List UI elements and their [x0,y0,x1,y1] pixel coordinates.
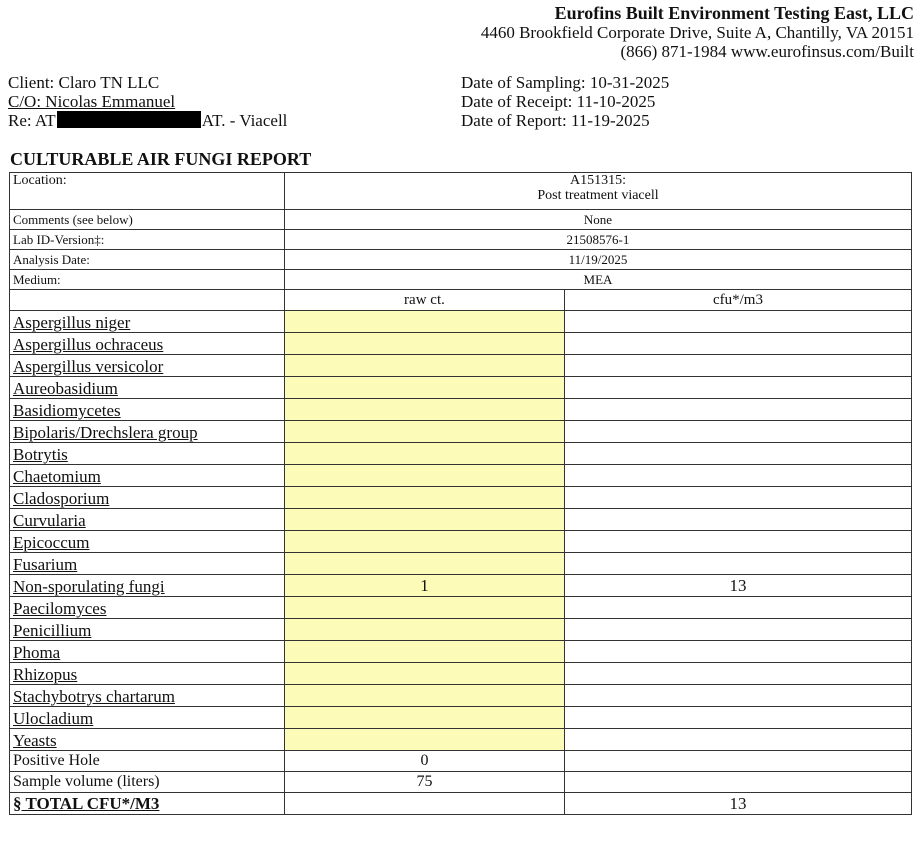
species-cfu [564,685,911,707]
location-id: A151315: [569,173,626,188]
client-line: Client: Claro TN LLC [8,73,160,92]
species-raw-count [284,685,564,707]
positive-hole-label: Positive Hole [10,751,285,772]
date-of-receipt: Date of Receipt: 11-10-2025 [461,92,656,111]
total-row [10,793,912,815]
redaction-bar [57,111,201,128]
species-cfu [564,311,911,333]
species-raw-count [284,355,564,377]
care-of-line: C/O: Nicolas Emmanuel [8,92,176,111]
species-row [10,685,912,707]
lab-address: 4460 Brookfield Corporate Drive, Suite A, Chantilly, VA 20151 [480,23,914,42]
species-cfu [564,465,911,487]
species-raw-count [284,399,564,421]
species-cfu [564,355,911,377]
location-description: Post treatment viacell [537,188,659,203]
report-title: CULTURABLE AIR FUNGI REPORT [10,149,312,169]
species-name: Bipolaris/Drechslera group [10,421,285,443]
medium-row [10,270,912,290]
positive-hole-raw: 0 [284,751,564,772]
positive-hole-row [10,751,912,772]
total-cfu: 13 [564,793,911,815]
species-name: Fusarium [10,553,285,575]
species-raw-count [284,509,564,531]
location-row [10,173,912,210]
lab-contact: (866) 871-1984 www.eurofinsus.com/Built [620,42,914,61]
comments-value: None [284,210,911,230]
species-raw-count [284,619,564,641]
species-name: Aspergillus niger [10,311,285,333]
species-row [10,377,912,399]
species-raw-count [284,531,564,553]
species-row [10,575,912,597]
species-raw-count [284,641,564,663]
species-row [10,509,912,531]
species-row [10,465,912,487]
species-raw-count [284,487,564,509]
species-cfu [564,531,911,553]
location-label: Location: [10,173,285,210]
species-raw-count [284,443,564,465]
species-name: Phoma [10,641,285,663]
species-row [10,707,912,729]
species-name: Rhizopus [10,663,285,685]
date-info [461,73,669,130]
sample-volume-label: Sample volume (liters) [10,772,285,793]
lab-id-label: Lab ID-Version‡: [10,230,285,250]
lab-company-name: Eurofins Built Environment Testing East, LLC [554,3,914,23]
species-name: Ulocladium [10,707,285,729]
date-of-sampling: Date of Sampling: 10-31-2025 [461,73,670,92]
medium-value: MEA [284,270,911,290]
species-cfu [564,641,911,663]
species-cfu [564,443,911,465]
analysis-date-value: 11/19/2025 [284,250,911,270]
species-name: Aspergillus versicolor [10,355,285,377]
species-row [10,487,912,509]
total-label: § TOTAL CFU*/M3 [10,793,285,815]
re-line [8,111,287,130]
column-header-cfu: cfu*/m3 [564,290,911,311]
species-name: Curvularia [10,509,285,531]
species-raw-count [284,663,564,685]
species-name: Penicillium [10,619,285,641]
species-cfu [564,597,911,619]
date-of-report: Date of Report: 11-19-2025 [461,111,650,130]
species-cfu [564,663,911,685]
species-raw-count [284,707,564,729]
species-row [10,333,912,355]
species-raw-count [284,421,564,443]
species-name: Epicoccum [10,531,285,553]
species-raw-count [284,597,564,619]
species-raw-count [284,311,564,333]
species-name: Stachybotrys chartarum [10,685,285,707]
species-row [10,729,912,751]
comments-row [10,210,912,230]
column-header-blank [10,290,285,311]
sample-volume-row [10,772,912,793]
column-header-row [10,290,912,311]
species-row [10,597,912,619]
comments-label: Comments (see below) [10,210,285,230]
species-cfu [564,333,911,355]
species-raw-count [284,333,564,355]
re-prefix: Re: AT [8,111,56,130]
species-cfu [564,553,911,575]
species-row [10,663,912,685]
analysis-date-label: Analysis Date: [10,250,285,270]
species-raw-count: 1 [284,575,564,597]
species-name: Non-sporulating fungi [10,575,285,597]
location-value [284,173,911,210]
species-cfu [564,377,911,399]
species-name: Basidiomycetes [10,399,285,421]
lab-id-value: 21508576-1 [284,230,911,250]
positive-hole-cfu [564,751,911,772]
species-cfu [564,509,911,531]
species-cfu [564,421,911,443]
species-raw-count [284,553,564,575]
species-row [10,531,912,553]
species-name: Botrytis [10,443,285,465]
species-row [10,355,912,377]
species-cfu [564,729,911,751]
sample-volume-cfu [564,772,911,793]
species-rows [10,311,912,751]
species-name: Aspergillus ochraceus [10,333,285,355]
species-name: Aureobasidium [10,377,285,399]
re-suffix: AT. - Viacell [201,111,288,130]
species-raw-count [284,377,564,399]
species-name: Paecilomyces [10,597,285,619]
lab-header [481,4,914,61]
lab-id-row [10,230,912,250]
species-cfu [564,619,911,641]
species-row [10,399,912,421]
species-row [10,641,912,663]
species-cfu [564,399,911,421]
species-cfu [564,707,911,729]
species-raw-count [284,729,564,751]
total-raw [284,793,564,815]
species-row [10,311,912,333]
species-name: Yeasts [10,729,285,751]
sample-volume-raw: 75 [284,772,564,793]
species-name: Cladosporium [10,487,285,509]
species-row [10,443,912,465]
species-row [10,421,912,443]
species-row [10,553,912,575]
species-raw-count [284,465,564,487]
client-info [8,73,287,130]
species-name: Chaetomium [10,465,285,487]
column-header-raw: raw ct. [284,290,564,311]
species-row [10,619,912,641]
species-cfu: 13 [564,575,911,597]
species-cfu [564,487,911,509]
analysis-date-row [10,250,912,270]
fungi-report-table [9,172,912,815]
medium-label: Medium: [10,270,285,290]
